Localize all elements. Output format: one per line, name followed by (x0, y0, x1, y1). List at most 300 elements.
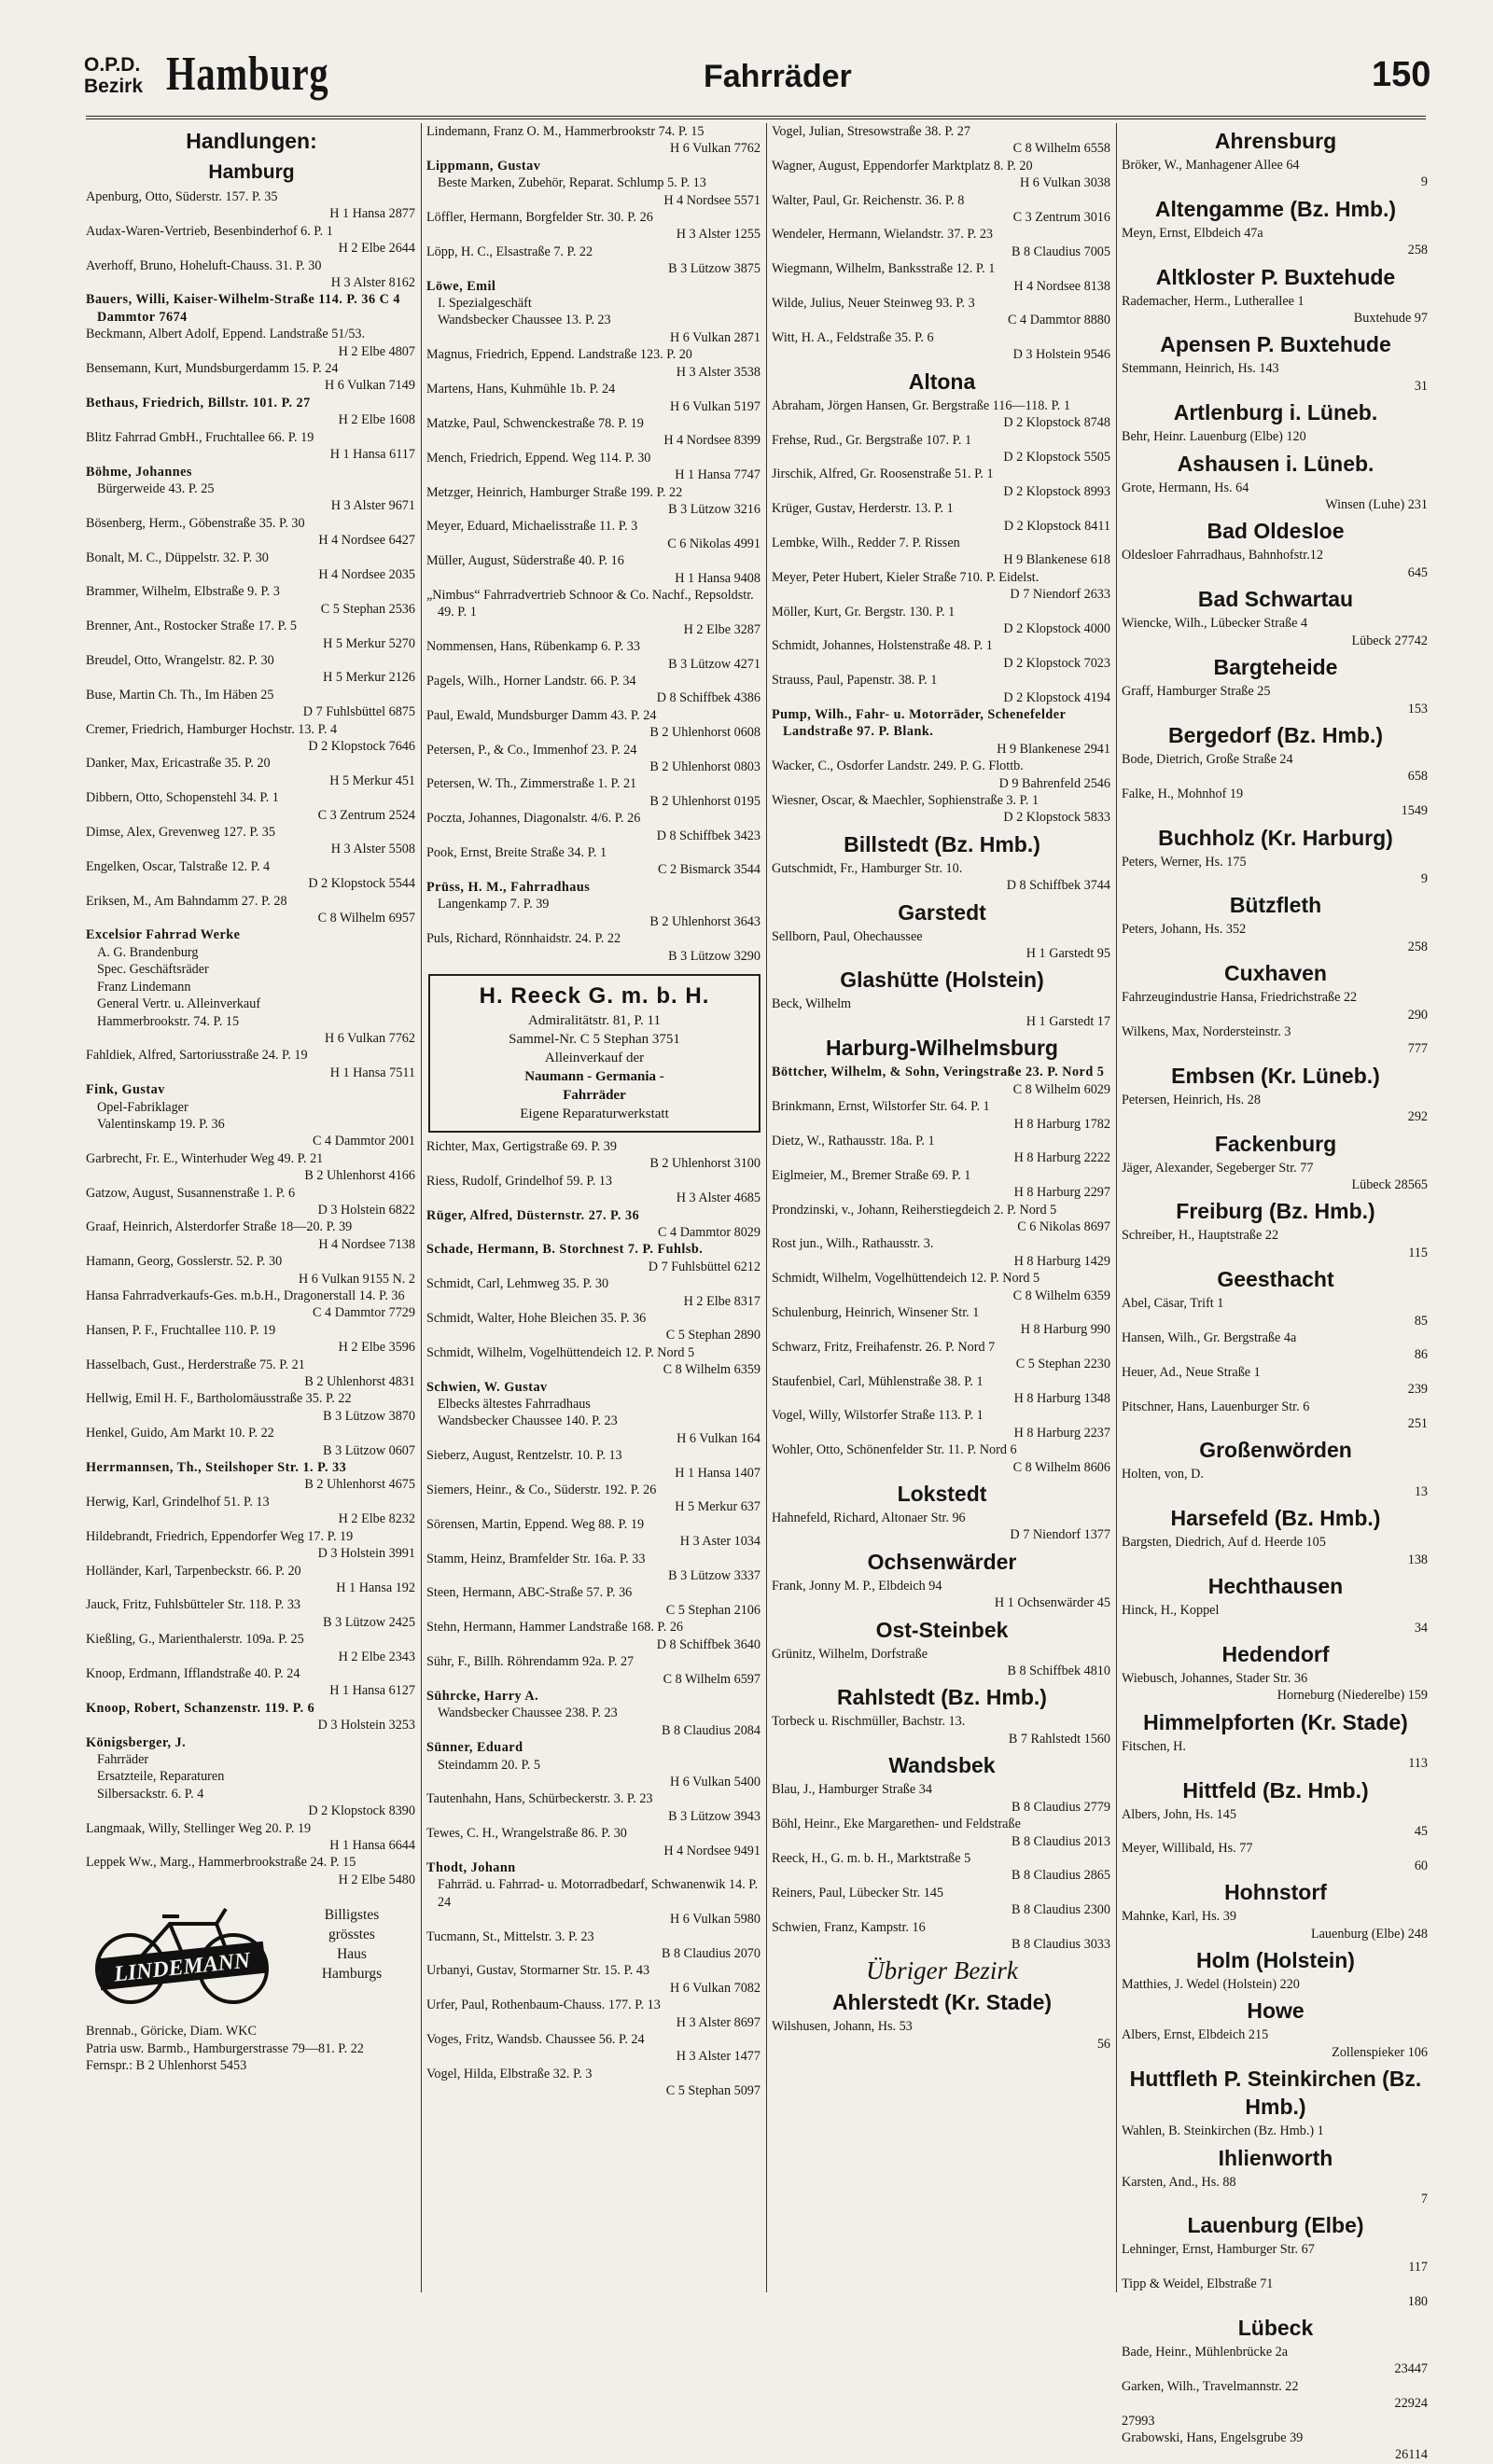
opd-label: O.P.D. (84, 54, 141, 76)
listing-entry (426, 1241, 762, 1275)
listing-entry (772, 2018, 1112, 2053)
listing-entry (86, 1322, 417, 1357)
entry-phone: C 8 Wilhelm 8606 (1012, 1459, 1110, 1475)
entry-name: Löwe, Emil (426, 278, 496, 294)
entry-name: Wiesner, Oscar, & Maechler, Sophienstraße 3. P. 1 (772, 793, 1040, 809)
entry-name: Rüger, Alfred, Düsternstr. 27. P. 36 (426, 1207, 640, 1223)
lindemann-advertisement (86, 1896, 417, 2073)
place-heading: Lokstedt (897, 1482, 987, 1507)
entry-phone: B 8 Claudius 2300 (1011, 1902, 1110, 1918)
place-heading: Großenwörden (1199, 1438, 1352, 1463)
entry-name: Krüger, Gustav, Herderstr. 13. P. 1 (772, 501, 954, 517)
entry-phone: H 1 Hansa 7747 (675, 467, 760, 483)
entry-phone: 777 (1407, 1041, 1428, 1057)
listing-entry (86, 515, 417, 550)
entry-phone: B 8 Claudius 2070 (661, 1946, 760, 1961)
entry-name: Bargsten, Diedrich, Auf d. Heerde 105 (1122, 1535, 1326, 1551)
entry-phone: 258 (1407, 939, 1428, 954)
entry-phone: C 8 Wilhelm 6957 (317, 911, 415, 926)
entry-name: Rademacher, Herm., Lutherallee 1 (1122, 293, 1305, 309)
entry-name: Gutschmidt, Fr., Hamburger Str. 10. (772, 860, 963, 876)
entry-phone: 239 (1407, 1382, 1428, 1398)
entry-name: Schade, Hermann, B. Storchnest 7. P. Fuhlsb. (426, 1242, 704, 1258)
listing-entry (772, 1270, 1112, 1304)
address-line: Fernspr.: B 2 Uhlenhorst 5453 (86, 2058, 247, 2074)
listing-entry (1122, 2413, 1430, 2429)
place-heading: Ost-Steinbek (875, 1617, 1009, 1642)
entry-phone: C 5 Stephan 2230 (1015, 1357, 1110, 1372)
listing-entry (426, 2066, 762, 2100)
place-heading: Bad Schwartau (1197, 587, 1354, 612)
column-divider (1116, 123, 1117, 2292)
listing-entry (86, 223, 417, 258)
listing-entry (86, 1700, 417, 1734)
ad-line: Sammel-Nr. C 5 Stephan 3751 (509, 1031, 680, 1047)
listing-entry (1122, 1329, 1430, 1364)
listing-entry (772, 1816, 1112, 1850)
entry-detail: Wandsbecker Chaussee 238. P. 23 (438, 1705, 618, 1721)
listing-entry (772, 1713, 1112, 1747)
place-heading: Artlenburg i. Lüneb. (1173, 400, 1378, 425)
entry-phone: 1549 (1401, 803, 1428, 819)
entry-name: Abraham, Jörgen Hansen, Gr. Bergstraße 116—118. P. 1 (772, 397, 1070, 413)
listing-entry (1122, 2344, 1430, 2378)
entry-detail: Fahrräd. u. Fahrrad- u. Motorradbedarf, Schwanenwik 14. P. 24 (438, 1877, 759, 1910)
entry-phone: H 2 Elbe 3287 (683, 621, 760, 637)
listing-entry (86, 926, 417, 1047)
listing-entry (772, 706, 1112, 758)
listing-entry (772, 1339, 1112, 1373)
entry-name: Breudel, Otto, Wrangelstr. 82. P. 30 (86, 652, 274, 668)
entry-phone: H 5 Merkur 5270 (323, 635, 415, 651)
listing-entry (772, 604, 1112, 638)
listing-entry (1122, 2276, 1430, 2310)
entry-detail: Steindamm 20. P. 5 (438, 1757, 540, 1773)
entry-phone: H 1 Hansa 2877 (329, 206, 415, 222)
place-heading: Geesthacht (1217, 1267, 1334, 1292)
listing-entry (86, 618, 417, 652)
entry-name: Mahnke, Karl, Hs. 39 (1122, 1909, 1236, 1925)
entry-phone: Zollenspieker 106 (1332, 2044, 1428, 2060)
listing-entry (1122, 989, 1430, 1023)
entry-phone: 292 (1407, 1109, 1428, 1125)
listing-entry (772, 500, 1112, 535)
ad-line: Fahrräder (563, 1087, 626, 1103)
entry-name: Schmidt, Carl, Lehmweg 35. P. 30 (426, 1276, 609, 1292)
entry-name: Böhl, Heinr., Eke Margarethen- und Feldstraße (772, 1817, 1021, 1832)
entry-name: Oldesloer Fahrradhaus, Bahnhofstr.12 (1122, 548, 1323, 564)
place-heading: Ihlienworth (1218, 2145, 1333, 2170)
listing-entry (86, 395, 417, 429)
entry-phone: 26114 (1395, 2447, 1428, 2463)
entry-name: Pitschner, Hans, Lauenburger Str. 6 (1122, 1399, 1310, 1414)
listing-entry (86, 1563, 417, 1597)
listing-entry (86, 550, 417, 584)
entry-name: Herrmannsen, Th., Steilshoper Str. 1. P. 33 (86, 1460, 347, 1476)
entry-name: Danker, Max, Ericastraße 35. P. 20 (86, 756, 271, 772)
entry-phone: 34 (1414, 1620, 1428, 1636)
listing-entry (86, 1253, 417, 1288)
entry-phone: D 3 Holstein 9546 (1012, 347, 1110, 363)
entry-phone: B 2 Uhlenhorst 0608 (649, 725, 760, 741)
entry-name: Urfer, Paul, Rothenbaum-Chauss. 177. P. 13 (426, 1998, 661, 2013)
entry-phone: D 2 Klopstock 8390 (308, 1803, 415, 1819)
entry-name: Rost jun., Wilh., Rathausstr. 3. (772, 1236, 934, 1252)
entry-name: Cremer, Friedrich, Hamburger Hochstr. 13. P. 4 (86, 721, 338, 737)
listing-entry (426, 1447, 762, 1482)
entry-name: Mench, Friedrich, Eppend. Weg 114. P. 30 (426, 450, 651, 466)
advertisement-box (428, 974, 760, 1133)
listing-entry (1122, 480, 1430, 514)
listing-entry (772, 397, 1112, 432)
listing-entry (426, 278, 762, 347)
ad-line: Eigene Reparaturwerkstatt (520, 1106, 669, 1121)
bezirk-label: Bezirk (84, 76, 144, 97)
listing-entry (426, 1825, 762, 1859)
listing-entry (426, 1310, 762, 1344)
place-heading: Freiburg (Bz. Hmb.) (1176, 1199, 1375, 1224)
entry-name: Wendeler, Hermann, Wielandstr. 37. P. 23 (772, 227, 994, 243)
entry-phone: D 2 Klopstock 4194 (1003, 689, 1110, 705)
column-1 (86, 123, 417, 2297)
entry-detail: Opel-Fabriklager (97, 1099, 188, 1115)
entry-name: Torbeck u. Rischmüller, Bachstr. 13. (772, 1714, 966, 1730)
entry-name: Wilde, Julius, Neuer Steinweg 93. P. 3 (772, 296, 975, 312)
place-heading: Glashütte (Holstein) (840, 968, 1044, 993)
listing-entry (426, 381, 762, 415)
listing-entry (1122, 1160, 1430, 1194)
entry-name: Bade, Heinr., Mühlenbrücke 2a (1122, 2345, 1289, 2360)
listing-entry (426, 1688, 762, 1739)
entry-phone: H 3 Alster 8162 (330, 275, 415, 291)
listing-entry (86, 1854, 417, 1888)
entry-phone: C 2 Bismarck 3544 (658, 862, 760, 878)
entry-name: Averhoff, Bruno, Hoheluft-Chauss. 31. P. 30 (86, 258, 322, 273)
entry-name: Schmidt, Wilhelm, Vogelhüttendeich 12. P. Nord 5 (772, 1271, 1040, 1287)
entry-phone: H 2 Elbe 3596 (338, 1340, 415, 1356)
listing-entry (772, 192, 1112, 227)
logo-text: LINDEMANN (112, 1948, 252, 1987)
listing-entry (1122, 293, 1430, 327)
listing-entry (772, 295, 1112, 329)
entry-phone: C 5 Stephan 5097 (665, 2083, 760, 2099)
entry-name: Voges, Fritz, Wandsb. Chaussee 56. P. 24 (426, 2032, 645, 2048)
entry-name: Pagels, Wilh., Horner Landstr. 66. P. 34 (426, 674, 636, 689)
entry-name: Karsten, And., Hs. 88 (1122, 2174, 1236, 2190)
place-heading: Hamburg (208, 161, 295, 183)
entry-name: Lehninger, Ernst, Hamburger Str. 67 (1122, 2242, 1315, 2258)
listing-entry (426, 1928, 762, 1963)
entry-name: Sührcke, Harry A. (426, 1688, 539, 1704)
entry-name: Knoop, Erdmann, Ifflandstraße 40. P. 24 (86, 1665, 300, 1681)
listing-entry (86, 1494, 417, 1528)
column-2 (426, 123, 762, 2297)
listing-entry (772, 432, 1112, 466)
entry-name: Wiencke, Wilh., Lübecker Straße 4 (1122, 616, 1308, 632)
entry-name: Steen, Hermann, ABC-Straße 57. P. 36 (426, 1585, 633, 1601)
entry-detail: Franz Lindemann (97, 979, 191, 995)
listing-entry (1122, 1908, 1430, 1942)
listing-entry (86, 1218, 417, 1253)
entry-phone: H 8 Harburg 1348 (1013, 1391, 1110, 1406)
listing-entry (86, 1596, 417, 1631)
slogan-line: Billigstes (324, 1907, 380, 1924)
listing-entry (426, 1379, 762, 1448)
entry-detail: Wandsbecker Chaussee 140. P. 23 (438, 1413, 618, 1429)
entry-name: Prüss, H. M., Fahrradhaus (426, 879, 591, 895)
listing-entry (86, 1528, 417, 1563)
entry-phone: H 2 Elbe 8232 (338, 1511, 415, 1527)
entry-name: Böhme, Johannes (86, 464, 192, 480)
entry-phone: H 6 Vulkan 2871 (669, 329, 760, 345)
entry-phone: B 8 Claudius 2084 (661, 1722, 760, 1738)
entry-name: Grote, Hermann, Hs. 64 (1122, 480, 1249, 495)
bicycle-logo-icon (86, 1896, 277, 2017)
entry-phone: B 3 Lützow 3943 (668, 1808, 760, 1824)
place-heading: Bad Oldesloe (1207, 519, 1345, 544)
listing-entry (772, 860, 1112, 895)
place-heading: Bargteheide (1213, 655, 1338, 680)
entry-phone: D 2 Klopstock 4000 (1003, 620, 1110, 636)
entry-name: Blau, J., Hamburger Straße 34 (772, 1782, 932, 1798)
entry-name: Hahnefeld, Richard, Altonaer Str. 96 (772, 1510, 966, 1526)
entry-name: Nommensen, Hans, Rübenkamp 6. P. 33 (426, 639, 640, 655)
entry-phone: H 5 Merkur 2126 (323, 670, 415, 686)
listing-entry (426, 1482, 762, 1516)
entry-name: Wagner, August, Eppendorfer Marktplatz 8. P. 20 (772, 158, 1033, 174)
entry-name: Möller, Kurt, Gr. Bergstr. 130. P. 1 (772, 604, 956, 619)
place-heading: Cuxhaven (1224, 961, 1327, 986)
entry-name: Frank, Jonny M. P., Elbdeich 94 (772, 1578, 942, 1594)
entry-name: Lembke, Wilh., Redder 7. P. Rissen (772, 535, 960, 550)
entry-phone: 9 (1420, 870, 1428, 886)
entry-phone: H 8 Harburg 1782 (1013, 1116, 1110, 1132)
place-heading: Howe (1247, 1998, 1305, 2024)
entry-phone: C 5 Stephan 2106 (665, 1602, 760, 1618)
entry-name: Paul, Ewald, Mundsburger Damm 43. P. 24 (426, 707, 657, 723)
entry-phone: B 2 Uhlenhorst 0803 (649, 759, 760, 775)
listing-entry (86, 1150, 417, 1185)
entry-name: Heuer, Ad., Neue Straße 1 (1122, 1364, 1261, 1380)
listing-entry (772, 1064, 1112, 1098)
entry-name: Bethaus, Friedrich, Billstr. 101. P. 27 (86, 395, 311, 411)
entry-name: Reeck, H., G. m. b. H., Marktstraße 5 (772, 1850, 971, 1866)
entry-phone: C 6 Nikolas 8697 (1017, 1218, 1110, 1234)
entry-phone: B 8 Schiffbek 4810 (1007, 1664, 1110, 1679)
entry-name: Holten, von, D. (1122, 1467, 1204, 1483)
entry-phone: H 2 Elbe 2644 (338, 241, 415, 257)
listing-entry (426, 1997, 762, 2031)
entry-phone: B 3 Lützow 3875 (668, 261, 760, 277)
entry-name: Bode, Dietrich, Große Straße 24 (1122, 751, 1293, 767)
entry-phone: C 4 Dammtor 2001 (313, 1134, 415, 1149)
entry-phone: 180 (1407, 2293, 1428, 2309)
entry-name: Blitz Fahrrad GmbH., Fruchtallee 66. P. 19 (86, 429, 314, 445)
entry-name: Sieberz, August, Rentzelstr. 10. P. 13 (426, 1448, 622, 1464)
entry-name: Matthies, J. Wedel (Holstein) 220 (1122, 1976, 1300, 1992)
listing-entry (426, 244, 762, 278)
entry-phone: B 2 Uhlenhorst 0195 (649, 793, 760, 809)
column-3 (772, 123, 1112, 2297)
entry-phone: C 4 Dammtor 8029 (658, 1224, 760, 1240)
listing-entry (772, 1304, 1112, 1339)
listing-entry (1122, 1023, 1430, 1058)
entry-phone: C 8 Wilhelm 6359 (1012, 1288, 1110, 1303)
column-divider (421, 123, 422, 2292)
entry-phone: H 4 Nordsee 5571 (663, 192, 760, 208)
slogan-line: Haus (337, 1946, 367, 1963)
entry-phone: 86 (1414, 1347, 1428, 1363)
place-heading: Holm (Holstein) (1196, 1947, 1355, 1972)
listing-entry (772, 329, 1112, 364)
entry-phone: H 5 Merkur 637 (675, 1499, 760, 1515)
listing-entry (772, 672, 1112, 706)
listing-entry (426, 879, 762, 930)
place-heading: Apensen P. Buxtehude (1160, 332, 1391, 357)
listing-entry (426, 1551, 762, 1585)
entry-phone: D 7 Fuhlsbüttel 6875 (302, 704, 415, 720)
entry-phone: D 2 Klopstock 5505 (1003, 449, 1110, 465)
entry-phone: 9 (1420, 174, 1428, 190)
entry-phone: H 3 Aster 1034 (679, 1534, 760, 1550)
listing-entry (772, 1098, 1112, 1133)
entry-phone: 645 (1407, 564, 1428, 580)
entry-phone: D 9 Bahrenfeld 2546 (998, 775, 1110, 791)
listing-entry (1122, 360, 1430, 395)
listing-entry (1122, 1670, 1430, 1705)
page-header (84, 47, 1431, 121)
entry-phone: D 7 Fuhlsbüttel 6212 (648, 1259, 760, 1274)
entry-name: Falke, H., Mohnhof 19 (1122, 786, 1244, 801)
listing-entry (772, 928, 1112, 963)
entry-detail: Valentinskamp 19. P. 36 (97, 1116, 225, 1132)
place-heading: Hittfeld (Bz. Hmb.) (1182, 1777, 1369, 1803)
place-heading: Buchholz (Kr. Harburg) (1158, 825, 1393, 850)
entry-name: Wiegmann, Wilhelm, Banksstraße 12. P. 1 (772, 261, 996, 277)
place-heading: Hedendorf (1221, 1641, 1330, 1666)
entry-detail: Bürgerweide 43. P. 25 (97, 480, 215, 496)
place-heading: Handlungen: (186, 129, 317, 153)
listing-entry (426, 484, 762, 519)
entry-phone: D 2 Klopstock 5544 (308, 876, 415, 892)
place-heading: Bergedorf (Bz. Hmb.) (1168, 722, 1383, 747)
entry-name: Meyer, Eduard, Michaelisstraße 11. P. 3 (426, 519, 638, 535)
entry-name: Pook, Ernst, Breite Straße 34. P. 1 (426, 845, 607, 861)
entry-name: Bösenberg, Herm., Göbenstraße 35. P. 30 (86, 515, 305, 531)
place-heading: Hohnstorf (1224, 1880, 1327, 1905)
listing-entry (86, 291, 417, 326)
entry-name: Garbrecht, Fr. E., Winterhuder Weg 49. P. 21 (86, 1150, 324, 1166)
entry-phone: C 3 Zentrum 3016 (1012, 210, 1110, 226)
entry-name: Pump, Wilh., Fahr- u. Motorräder, Schenefelder Landstraße 97. P. Blank. (772, 707, 1067, 740)
entry-phone: C 5 Stephan 2536 (320, 601, 415, 617)
entry-name: Grabowski, Hans, Engelsgrube 39 (1122, 2430, 1304, 2446)
listing-entry (86, 789, 417, 824)
listing-entry (86, 1185, 417, 1219)
entry-phone: Lübeck 27742 (1351, 633, 1428, 648)
entry-name: Dietz, W., Rathausstr. 18a. P. 1 (772, 1133, 935, 1148)
entry-phone: H 6 Vulkan 3038 (1019, 175, 1110, 191)
entry-phone: H 8 Harburg 2237 (1013, 1425, 1110, 1441)
entry-phone: D 2 Klopstock 8993 (1003, 483, 1110, 499)
entry-name: Petersen, Heinrich, Hs. 28 (1122, 1092, 1261, 1107)
entry-phone: C 5 Stephan 2890 (665, 1328, 760, 1343)
entry-phone: H 6 Vulkan 7762 (669, 141, 760, 157)
entry-name: Prondzinski, v., Johann, Reiherstiegdeich 2. P. Nord 5 (772, 1202, 1057, 1218)
column-divider (766, 123, 767, 2292)
listing-entry (772, 1781, 1112, 1816)
entry-phone: H 8 Harburg 2297 (1013, 1185, 1110, 1201)
entry-phone: B 3 Lützow 3870 (323, 1408, 415, 1424)
entry-name: Dimse, Alex, Grevenweg 127. P. 35 (86, 825, 275, 841)
entry-name: Müller, August, Süderstraße 40. P. 16 (426, 553, 624, 569)
entry-name: Grünitz, Wilhelm, Dorfstraße (772, 1646, 928, 1662)
listing-entry (772, 792, 1112, 827)
entry-name: Buse, Martin Ch. Th., Im Häben 25 (86, 687, 274, 703)
entry-phone: 258 (1407, 243, 1428, 258)
listing-entry (1122, 2241, 1430, 2276)
listing-entry (86, 583, 417, 618)
entry-phone: H 6 Vulkan 5400 (669, 1774, 760, 1789)
place-heading: Altkloster P. Buxtehude (1155, 264, 1396, 289)
entry-phone: H 6 Vulkan 5197 (669, 398, 760, 414)
entry-phone: D 3 Holstein 6822 (317, 1202, 415, 1218)
listing-entry (1122, 1399, 1430, 1433)
listing-entry (426, 1790, 762, 1825)
entry-name: Vogel, Hilda, Elbstraße 32. P. 3 (426, 2066, 593, 2081)
listing-entry (426, 2031, 762, 2066)
entry-name: Hinck, H., Koppel (1122, 1603, 1220, 1619)
entry-phone: D 2 Klopstock 8411 (1003, 518, 1110, 534)
entry-phone: H 1 Hansa 6644 (329, 1838, 415, 1853)
entry-detail: Spec. Geschäftsräder (97, 962, 209, 978)
entry-name: Holländer, Karl, Tarpenbeckstr. 66. P. 20 (86, 1563, 301, 1579)
listing-entry (772, 158, 1112, 192)
listing-entry (1122, 615, 1430, 649)
entry-name: Wohler, Otto, Schönenfelder Str. 11. P. Nord 6 (772, 1442, 1017, 1458)
entry-phone: H 1 Garstedt 95 (1026, 946, 1110, 962)
entry-phone: H 5 Merkur 451 (329, 773, 415, 788)
entry-name: Puls, Richard, Rönnhaidstr. 24. P. 22 (426, 931, 621, 947)
entry-name: Gatzow, August, Susannenstraße 1. P. 6 (86, 1185, 296, 1201)
entry-phone: D 8 Schiffbek 3640 (656, 1636, 760, 1652)
entry-detail: I. Spezialgeschäft (438, 296, 532, 312)
entry-phone: H 6 Vulkan 7082 (669, 1980, 760, 1996)
listing-entry (426, 415, 762, 450)
listing-entry (772, 1919, 1112, 1954)
entry-phone: C 8 Wilhelm 6558 (1012, 141, 1110, 157)
listing-entry (426, 810, 762, 844)
place-heading: Harsefeld (Bz. Hmb.) (1170, 1506, 1381, 1531)
entry-phone: H 1 Hansa 7511 (329, 1065, 415, 1080)
entry-phone: D 2 Klopstock 7023 (1003, 655, 1110, 671)
listing-entry (86, 188, 417, 223)
entry-phone: H 2 Elbe 8317 (683, 1293, 760, 1309)
entry-name: Peters, Johann, Hs. 352 (1122, 922, 1247, 938)
entry-name: Kießling, G., Marienthalerstr. 109a. P. 25 (86, 1632, 304, 1648)
listing-entry (772, 1441, 1112, 1476)
listing-entry (772, 1202, 1112, 1236)
entry-name: Sühr, F., Billh. Röhrendamm 92a. P. 27 (426, 1654, 635, 1670)
entry-phone: H 4 Nordsee 7138 (318, 1236, 415, 1252)
entry-phone: C 4 Dammtor 8880 (1008, 313, 1110, 328)
listing-entry (772, 1133, 1112, 1167)
listing-entry (1122, 2026, 1430, 2061)
entry-phone: H 6 Vulkan 9155 N. 2 (299, 1271, 415, 1287)
listing-entry (426, 930, 762, 965)
entry-phone: B 3 Lützow 4271 (668, 656, 760, 672)
entry-detail: Ersatzteile, Reparaturen (97, 1769, 225, 1785)
